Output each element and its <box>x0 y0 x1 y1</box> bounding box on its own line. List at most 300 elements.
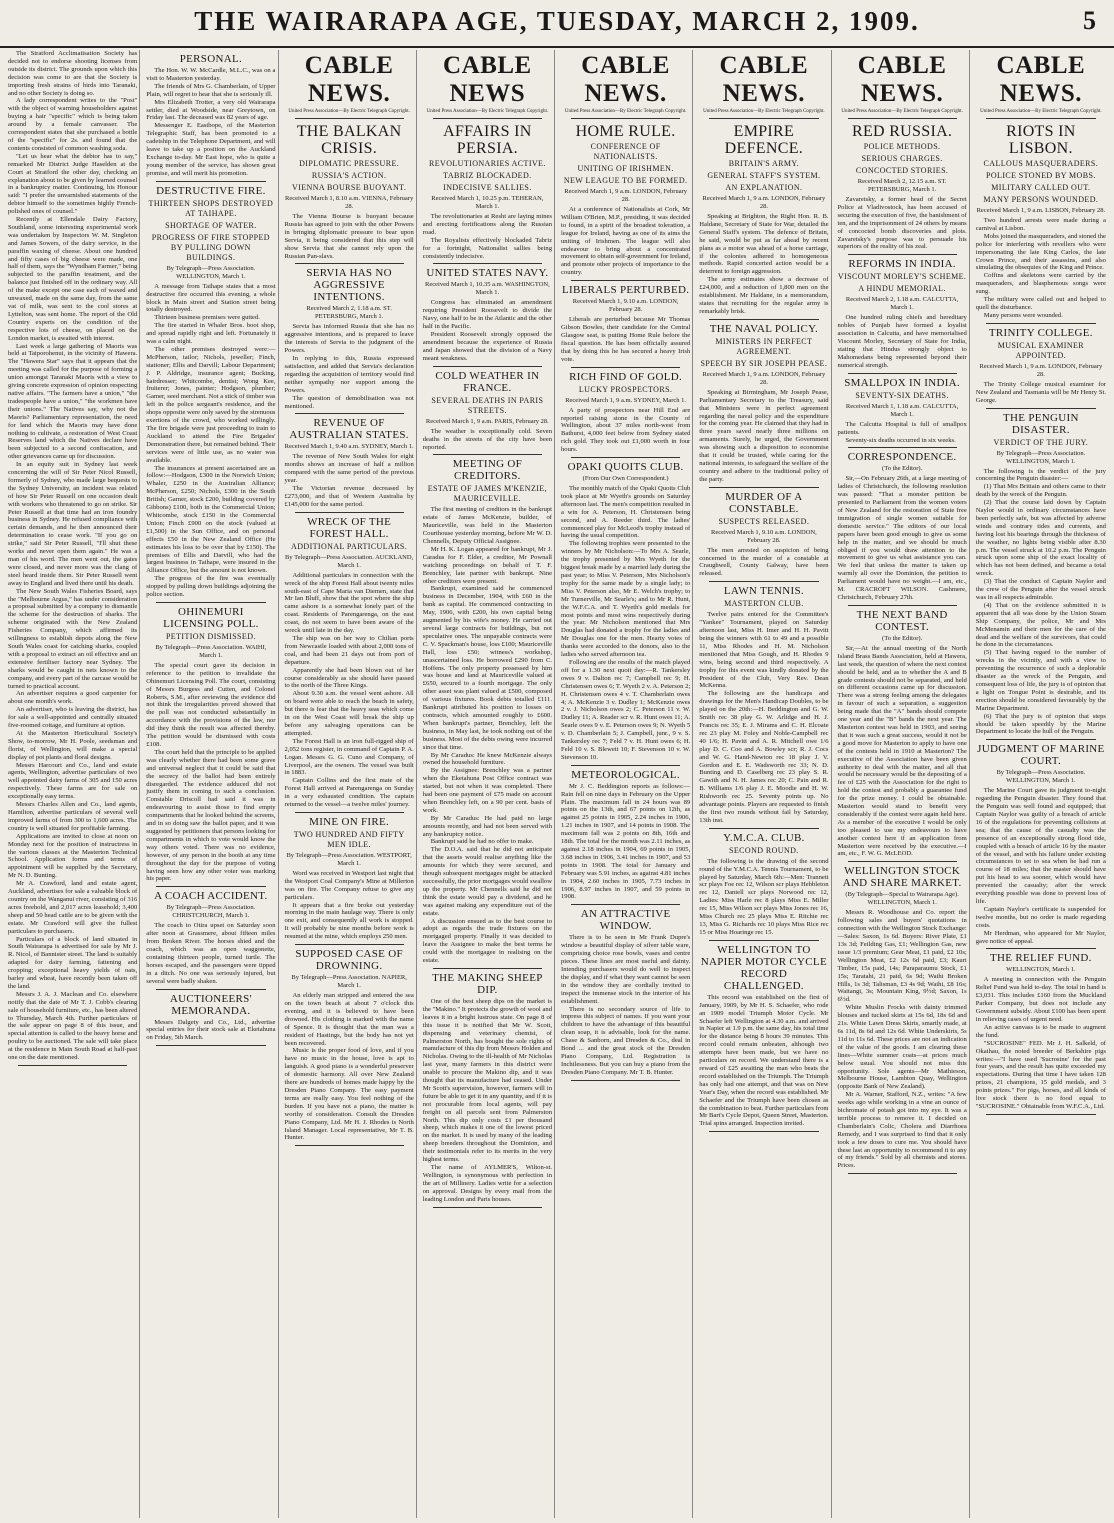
article <box>699 585 828 828</box>
divider-rule <box>433 118 542 119</box>
article-dateline: By Telegraph—Press Association. CHRISTCHURCH, March 1. <box>166 904 256 920</box>
article-paragraph: Bankrupt, examined said he commenced business in December, 1904, with £60 in the bank as capital. He commenced contracting in May, 1906, with £200, his own capital being augmented by his wife's money. He carried out several large contracts for buildings, but not speculative ones. The unpayable contracts were C. V. Spackman's house, loss £100; Mauriceville Hall, loss £50; witness's workshop, unascertained loss. He borrowed £290 from C. Hoffens. The only property possessed by him was house and land at Mauriceville valued at £650, secured to a fourth mortgage. The only other asset was plant valued at £500, composed of various fixtures. Book debts totalled £111. Bankrupt attributed his position to losses on contracts, which amounted roughly to £600. When bankrupt's partner, Brenchley, left the business, in May last, he took nothing out of the business. Most of the debts owing were incurred since that time. <box>422 585 552 751</box>
divider-rule <box>433 366 542 367</box>
article-headline: TRINITY COLLEGE. <box>988 326 1093 339</box>
article-paragraph: Mr A. Warner, Stafford, N.Z., writes: "A few weeks ago while working in a vine an ounce of bichromate of potash got into my eye. It was a terrible process to remove it. I decided on Chamberlain's Colic, Cholera and Diarrhoea Remedy, and I was surprised to find that it only took a few doses to cure me. You should have these last an opportunity to recommend it to any of my friends." Sold by all chemists and stores. Prices. <box>837 1091 967 1170</box>
article-paragraph: A lady correspondent writes to the "Post" with the object of warning householders against buying a hair "specific" which is being taken around by a female canvasser. The correspondent states that she purchased a bottle of the "specific" for 2s. and found that the contents consisted of common washing soda. <box>8 97 138 152</box>
article-dateline: WELLINGTON, March 1. <box>1006 966 1076 974</box>
article-subheading: GENERAL STAFF'S SYSTEM. <box>707 171 821 180</box>
article <box>838 865 967 1174</box>
article-paragraph: The court held that the principle to be applied was clearly whether there had been some grave and universal neglect that it could be said that the secrecy of the ballot had been entirely disregarded. The evidence adduced did not justify them in coming to such a conclusion. Constable Driscoll had said it was in endeavouring to assist those to find empty compartments that he looked behind the screens, and in so doing saw the ballot paper, and it was suggested by petitioners that persons looking for compartments in which to vote would know the way others voted. There was no evidence, however, of any person in the booth at any time throughout the day for the purpose of voting having seen how any other voter was marking his paper. <box>146 748 276 883</box>
article-headline: METEOROLOGICAL. <box>571 768 680 781</box>
article-headline: A COACH ACCIDENT. <box>154 890 268 903</box>
article <box>146 993 275 1047</box>
article <box>561 908 690 1080</box>
article-headline: THE RELIEF FUND. <box>990 952 1092 965</box>
article <box>699 323 828 488</box>
article-dateline: (To the Editor). <box>882 634 923 642</box>
column-3 <box>283 50 417 1518</box>
article-paragraph: The following is the drawing of the second round of the Y.M.C.A. Tennis Tournament, to be played by Saturday, March 6th:—Men: Trannett scr plays Foe rec 12, Wilson scr plays Hebbleton rec 12, Daniell scr plays Norwood rec 12, Ladies: Miss Harle rec 8 plays Miss E. Miller rec 15, Miss Wilson scr plays Miss Jones rec 16, Miss Church rec 25 plays Miss E. Ritchie rec 13, Miss G. Richards rec 10 plays Miss Rice rec 15 or Miss Hoaringe rec 15. <box>699 857 829 936</box>
press-association-line: United Press Association—By Electric Telegraph Copyright. <box>703 109 825 114</box>
article-subheading: MUSICAL EXAMINER APPOINTED. <box>997 340 1085 360</box>
article-paragraph: It appears that a fire broke out yesterday morning in the main haulage way. There is only one exit, and consequently all work is stopped. It will probably be nine months before work is resumed at the mine, which employs 250 men. <box>284 901 414 941</box>
column-7 <box>836 50 970 1518</box>
article-paragraph: An elderly man stripped and entered the sea on the town beach at about 7 o'clock this evening, and it is believed to have been drowned. His clothing is marked with the name of Spence. It is thought that the man was a resident of Hastings, but the body has not yet been recovered. <box>284 992 414 1047</box>
article-paragraph: The Forest Hall is an iron full-rigged ship of 2,052 tons register, in command of Captain P. A. Logan. Messrs G. G. Cuno and Company, of Liverpool, are the owners. The vessel was built in 1883. <box>284 737 414 777</box>
article-headline: MEETING OF CREDITORS. <box>452 458 523 483</box>
article-paragraph: In an equity suit in Sydney last week concerning the will of Sir Peter Nicol Russell, formerly of Sydney, who made large bequests to the Sydney University, an incident was related of how Sir Peter Russell on one occasion dealt with workers who threatened to go on strike. Sir Peter Russell at that time had an iron foundry business in Sydney. He refused compliance with certain demands, and he then announced their determination to cease work. "If you go on strike," said Sir Peter Russell, "I'll shut these works and never open them again." He was a man of his word. The men went out, the gates were closed, and never more was the clang of steel heard inside them. Sir Peter Russell went away to England and lived there until his death. <box>8 461 138 587</box>
article-paragraph: Particulars of a block of land situated in South Wairarapa is advertised for sale by Mr J. R. Nicol, of Bannister street. The land is suitably adapted for dairy farming, fattening and cropping; exceptional heavy yields of oats, barley and wheat, have recently been taken off the land. <box>8 935 138 990</box>
article-headline: SUPPOSED CASE OF DROWNING. <box>295 948 403 973</box>
article <box>838 609 967 862</box>
article-subheading: PROGRESS OF FIRE STOPPED BY PULLING DOWN BUILDINGS. <box>151 232 270 262</box>
article-paragraph: Word was received in Westport last night that the Westport Coal Company's Mine at Millerton was on fire. The Company refuse to give any particulars. <box>284 869 414 901</box>
cable-news-heading: CABLE NEWS. <box>304 52 394 107</box>
article-headline: THE BALKAN CRISIS. <box>296 123 402 157</box>
article-headline: REFORMS IN INDIA. <box>848 258 956 271</box>
article-subheading: THIRTEEN SHOPS DESTROYED AT TAIHAPE. <box>148 198 274 218</box>
article-paragraph: (4) That on the evidence submitted it is apparent that all was done by the Union Steam Ship Company, the police, Mr and Mrs McMenamin and their men for the care of the dead and the welfare of the survivors, that could be done in the circumstances. <box>975 601 1106 649</box>
article-headline: LAWN TENNIS. <box>723 585 804 598</box>
article <box>699 832 828 941</box>
article <box>285 417 414 512</box>
article-paragraph: (3) That the conduct of Captain Naylor and the crew of the Penguin after the vessel struck was in all respects admirable. <box>975 578 1106 601</box>
article-headline: EMPIRE DEFENCE. <box>724 123 804 157</box>
divider-rule <box>295 263 404 264</box>
article-subheading: SERIOUS CHARGES. <box>861 154 943 163</box>
article-paragraph: Bankrupt said he had no offer to make. <box>430 838 534 846</box>
article-paragraph: The other premises destroyed were:—McPherson, tailor; Nichols, jeweller; Finch, stationer; Ellis and Darvill; Labour Department; J. P. Aldridge, insurance agent; Bucking, hairdresser; Whitcombe, dentist; Wong Kee, fruiterer; Jones, painter; Hodgson, plumber; Gamer, seed merchant. Not a stick of timber was left in the police sergeant's residence, and the shops opposite were only saved by the strenuous exertions of the crowd, who worked willingly. The fire brigade were just proceeding to train to Auckland to attend the Fire Brigades' Demonstration there, but remained behind. Their services were of little use, as no water was available. <box>146 345 276 464</box>
article <box>976 743 1106 949</box>
article-paragraph: "Let us hear what the debtor has to say," remarked Mr District Judge Haselden at the Court at Stratford the other day, checking an explanation about to be given by learned counsel in a bankruptcy matter. Continuing, his Honour said: "I prefer the unvarnished statements of the debtor himself to the sometimes highly French-polished ones of counsel." <box>8 152 138 216</box>
article-paragraph: The Royalists effectively blockaded Tabriz for a fortnight, Nationalist sallies being consistently indecisive. <box>422 236 552 260</box>
article-dateline: By Telegraph—Press Association. AUCKLAND, March 1. <box>285 553 414 569</box>
article-headline: SERVIA HAS NO AGGRESSIVE INTENTIONS. <box>306 267 392 304</box>
divider-rule <box>848 118 957 119</box>
article <box>699 491 828 583</box>
column-2 <box>144 50 278 1518</box>
article-subheading: SHORTAGE OF WATER. <box>165 220 257 230</box>
article-subheading: SECOND ROUND. <box>729 845 799 855</box>
article <box>838 451 967 606</box>
article-paragraph: The following are the handicaps and drawings for the Men's Handicap Doubles, to be played on the 20th:—H. Beddington and G. W. Smith rec 38 play G. W. Arlidge and H. J. Francis rec 35; E. J. Mirams and C. H. Elcoate rec 23 play M. Foley and Noble-Campbell rec 40 1/6; H. Pavitt and A. R. Mitchell owe 1/6 play D. C. Coo and A. Bowley scr; R. J. Cocs and W. G. Hand-Newton rec 18 play J. V. Gordon and E. E. Wadsworth rec 33; N. D. Bunting and D. Caselberg rec 23 play S. R. Gawith and N. H. James rec 20; C. Pain and R. B. Williams 1/6 play J. E. Moodie and H. W. Rishworth rec 25. Seventy points up. No advantage points. Players are requested to finish the first two rounds without fail by Saturday, 13th inst. <box>699 690 829 824</box>
article-subheading: NEW LEAGUE TO BE FORMED. <box>563 176 688 185</box>
article-headline: HOME RULE. <box>575 123 676 140</box>
article-dateline: Received March 1, 9.10 a.m. LONDON, February 28. <box>572 298 679 314</box>
article-paragraph: The Trinity College musical examiner for New Zealand and Tasmania will be Mr Henry St. George. <box>975 380 1106 404</box>
article-dateline: Received March 1, 9 a.m. SYDNEY, March 1. <box>565 396 687 404</box>
article-headline: AN ATTRACTIVE WINDOW. <box>580 908 671 933</box>
article-paragraph: The Vienna Bourse is buoyant because Russia has agreed to join with the other Powers in bringing diplomatic pressure to bear upon Servia, it being considered that this step will show Servia that she cannot rely upon the Russian Pan-slavs. <box>284 213 414 260</box>
divider-rule <box>709 1131 818 1132</box>
column-5 <box>559 50 693 1518</box>
article-dateline: Received March 1, 9 a.m. LISBON, February 28. <box>976 207 1106 214</box>
divider-rule <box>709 581 818 582</box>
article <box>976 952 1106 1114</box>
divider-rule <box>571 765 680 766</box>
article <box>561 769 690 906</box>
divider-rule <box>571 457 680 458</box>
article-paragraph: An advertiser, who is leaving the district, has for sale a well-appointed and centrally situated five-roomed cottage, and furniture at option. <box>8 706 138 730</box>
article-subheading: POLICE METHODS. <box>863 142 941 151</box>
article-paragraph: (2) That the course laid down by Captain Naylor would in ordinary circumstances have been perfectly safe, but was affected by adverse winds and contrary tides and currents, and having lost his bearings through the thickness of the weather, no lights being visible after 8.30 p.m. The vessel struck at 10.2 p.m. The Penguin struck upon some ship of the exact locality of which has not been defined, and became a total wreck. <box>975 499 1106 578</box>
divider-rule <box>433 968 542 969</box>
article-dateline: Received March 1, 9.10 a.m. LONDON, February 28. <box>710 528 817 544</box>
article-paragraph: Last week a large gathering of Maoris was held at Taiporohenui, in the vicinity of Hawera. The "Hawera Star" says that it appears that the meeting was called for the purpose of forming a union amongst Taranaki Maoris with a view to giving concrete expression of opinion respecting native affairs. "The farmers have a union," "the tradespeople have a union," "the workmen have their unions." The Natives say, why not the Maoris? Parliamentary representation, the need for land which the Maoris may have done nothing to cultivate, a restoration of West Coast Reserves land which the Natives declare have been subjected to a second confiscation, and other grievances came up for discussion. <box>8 342 138 461</box>
article-paragraph: Servia has informed Russia that she has no aggressive intentions, and is prepared to leave the interests of Servia to the judgment of the Powers. <box>284 323 414 355</box>
article-paragraph: (6) That the jury is of opinion that steps should be taken speedily by the Marine Department to locate the hull of the Penguin. <box>975 712 1106 736</box>
article-paragraph: Seventy-six deaths occurred in six weeks. <box>845 436 956 444</box>
article-paragraph: Mr H. K. Logan appeared for bankrupt, Mr J. Caradus for F. Elder, a creditor, Mr Pownall watching proceedings on behalf of T. F. Brenchley, late partner with bankrupt. Nine other creditors were present. <box>422 545 552 585</box>
divider-rule <box>295 944 404 945</box>
divider-rule <box>709 319 818 320</box>
divider-rule <box>295 118 404 119</box>
article-dateline: By Telegraph—Press Association. WELLINGTON, March 1. <box>996 769 1086 785</box>
article-headline: OPAKI QUOITS CLUB. <box>567 461 684 474</box>
divider-rule <box>848 861 957 862</box>
article-paragraph: By Mr Caradus: He knew McKenzie always owned the household furniture. <box>422 751 552 767</box>
article-headline: PERSONAL. <box>179 53 243 65</box>
article-subheading: SPEECH BY SIR JOSEPH PEASE. <box>700 358 828 368</box>
article-paragraph: Mr J. C. Beddington reports as follows:—Rain fell on nine days in February on the Upper Plain. The maximum fall in 24 hours was 89 points on the 13th, and 67 points on 12th, as against 25 points in 1905, 2.24 inches in 1906, 1.21 inches in 1907, and 14 points in 1908. The maximum fall was 2 points on 8th, 16th and 18th. The total for the month was 2.11 inches, as against 2.18 inches in 1904, 69 points in 1905, 3.68 inches in 1906, 3.41 inches in 1907, and 53 points in 1908. The total for January and February was 5.91 inches, as against 4.81 inches in 1904, 2.60 inches in 1905, 7.73 inches in 1906, 8.97 inches in 1907, and 59 points in 1908. <box>561 782 691 901</box>
article-paragraph: The New South Wales Fisheries Board, says the "Melbourne Argus," has under consideration a proposal submitted by a company to dismantle the scheme for the destruction of sharks. The scheme originated with the New Zealand Fisheries Company, which affirmed its willingness to establish depots along the New South Wales coast for catching sharks, coupled with a proposal to extract an oil effective and an extensive fertiliser factory near Sydney. The sharks would be caught in nets known to the company, and every part of the carcase would be turned to practical account. <box>8 587 138 690</box>
press-association-line: United Press Association—By Electric Telegraph Copyright. <box>564 109 687 114</box>
article <box>699 944 828 1132</box>
article <box>423 267 552 366</box>
article <box>423 972 552 1208</box>
article-paragraph: The following is the verdict of the jury concerning the Penguin disaster:— <box>975 467 1106 483</box>
article-dateline: By Telegraph—Press Association. NAPIER, March 1. <box>291 974 407 990</box>
article <box>146 53 275 182</box>
article-paragraph: In replying to this, Russia expressed satisfaction, and added that Servia's declaration regarding the acquisition of territory would find neither sympathy nor support among the Powers. <box>284 355 414 394</box>
article-paragraph: Messrs R. Woodhouse and Co. report the following sales and buyers' quotations in connection with the Wellington Stock Exchange:—Sales: Saxon, 1s 6d. Buyers: River Plate, £1 13s 3d; Feilding Gas, £1; Wellington Gas, new issue 1/3 premium; Gear Meat, £1 paid, £2 10s; Wellington Meat, £2 12s 6d paid, £3; Kauri Timber, 15s paid, 14s; Paraparaumu Stock, £1 15s; Taratahi, 21 paid, 6s 9d; Waihi Broken Hills, 1s 3d; Talisman, £3 4s 9d; Waihi, £8 16s; Waitangi, 3s; Mountain King, 9½d; Saxon, 1s 6½d. <box>837 909 967 1004</box>
divider-rule <box>156 1045 265 1046</box>
article-subheading: CONCOCTED STORIES. <box>855 166 949 175</box>
article-paragraph: Messrs Dalgety and Co., Ltd., advertise special entries for their stock sale at Eketahuna on Friday, 5th March. <box>146 1018 276 1042</box>
article-paragraph: A meeting in connection with the Penguin Relief Fund was held to-day. The total in hand is £3,031. This includes £160 from the Muckland Parker Company, but does not include any Government subsidy. About £100 has been spent in relieving cases of urgent need. <box>975 976 1106 1023</box>
masthead <box>0 0 1114 48</box>
article-paragraph: Additional particulars in connection with the wreck of the ship Forest Hall about twenty miles south-east of Cape Maria van Diemen, state that Mr Ian Bluff, show that the spot where the ship came ashore is a somewhat lonely part of the coast. Residents of Parengarenga, on the east coast, do not seem to have been aware of the wreck until late in the day. <box>284 571 414 635</box>
article-paragraph: Congress has eliminated an amendment requiring President Roosevelt to divide the Navy, one half to be in the Atlantic and the other half in the Pacific. <box>422 299 552 331</box>
article-paragraph: Thirteen business premises were gutted. <box>154 314 260 322</box>
article-headline: THE MAKING SHEEP DIP. <box>432 971 543 996</box>
article-paragraph: White Muslin Frocks with dainty trimmed blouses and tucked skirts at 15s 6d, 18s 6d and 21s. White Lawn Dress Skirts, smartly made, at 6s 11d, 8s 6d and 12s 6d. White Underskirts, 5s 11d to 11s 6d. These prices are not an indication of the value of the goods. I am clearing these lines—White summer coats—at prices much below usual. You should not miss this opportunity. Sole agents—Mr Mathieson, Melbourne House, Lambton Quay, Wellington (opposite Bank of New Zealand). <box>837 1004 967 1091</box>
columns-container <box>4 50 1110 1518</box>
article-paragraph: The Hon. W. W. McCardle, M.L.C., was on a visit to Masterton yesterday. <box>146 67 276 82</box>
article-dateline: By Telegraph—Press Association. WESTPORT, March 1. <box>286 851 412 867</box>
article-paragraph: The question of demobilisation was not mentioned. <box>284 394 414 410</box>
article-paragraph: The men arrested on suspicion of being concerned in the murder of a constable at Craughwell, County Galway, have been released. <box>699 546 829 578</box>
article-subheading: MILITARY CALLED OUT. <box>991 183 1091 192</box>
article-headline: AUCTIONEERS' MEMORANDA. <box>169 992 252 1017</box>
article-paragraph: Recently at Ellendale Dairy Factory, Southland, some interesting experimental work was undertaken by Inspectors W. M. Singleton and James Sowers, of the dairy service, in the paraffin waxing of cheese. About one hundred and fifty cases of big cheese were made, one half of them, says the "Wyndham Farmer," being subjected to the paraffin treatment, and the balance just finished off in the ordinary way. All of the make except one case each of waxed and unwaxed, made on the same day, from the same vat of milk, was sent to the cool stores at Lyttelton, was sent home. The report of the Old Country experts on the condition of the respective lots of cheese, on placed on the London market, is awaited with interest. <box>8 216 138 342</box>
article <box>561 284 690 367</box>
article-paragraph: Music is the proper food of love, and if you have no music in the house, love is apt to languish. A good piano is a wonderful preserver of domestic harmony. All over New Zealand there are hundreds of homes made happy by the Dresden Piano Company. The easy payment terms are really easy. You feel nothing of the burden. If you have not a piano, the matter is worthy of consideration. Consult the Dresden Piano Company, Ltd. Mr H. J. Rhodes is North Island Manager. Local representative, Mr T. B. Hunter. <box>284 1047 414 1142</box>
article-subheading: ESTATE OF JAMES M'KENZIE, MAURICEVILLE. <box>427 484 547 504</box>
article-paragraph: The following trophies were presented to the winners by Mr Nicholson:—To Mrs A. Searle, the trophy presented by Mrs Wyeth for the biggest break made by a married lady during the past year; to Miss V. Peterson, Mrs Nicholson's trophy for the same made by a single lady; to Miss V. Peterson also, Mr E. Welch's trophy; to Mr Turnerville, Mr Searle's; and to Mr R. Hunt, the W.F.C.A. and T. Wyeth's gold medals for most points and most wins respectively during the year. Mr Nicholson mentioned that Mrs Douglas had donated a trophy for the ladies and Mr Douglas one for the men. Hearty votes of thanks were accorded to the donors, also to the ladies who served afternoon tea. <box>561 540 691 659</box>
article-subheading: RUSSIA'S ACTION. <box>311 171 387 180</box>
article-dateline: Received March 1, 10.25 p.m. TEHERAN, March 1. <box>431 195 544 210</box>
article-paragraph: The friends of Mrs G. Chamberlain, of Upper Plain, will regret to hear that she is seriously ill. <box>146 82 276 98</box>
article-paragraph: "SUCROSINE" FED. Mr J. H. Salkeld, of Okaihau, the noted breeder of Berkshire pigs writes:—"I have used 'Sucrosine' for the past four years, and the result has quite exceeded my expectations. During that time I have taken 128 prizes, 21 champions, 15 gold medals, and 3 points prizes." For pigs, horses, and all kinds of live stock there is no food equal to "SUCROSINE." Obtainable from W.F.C.A., Ltd. <box>975 1039 1106 1110</box>
divider-rule <box>986 948 1096 949</box>
article-subheading: POLICE STONED BY MOBS. <box>986 171 1096 180</box>
article <box>8 50 137 1066</box>
article-paragraph: An advertiser requires a good carpenter for about one month's work. <box>8 690 138 706</box>
article <box>146 185 275 603</box>
column-4 <box>421 50 555 1518</box>
column-1 <box>6 50 140 1518</box>
press-association-line: United Press Association—By Electric Telegraph Copyright. <box>980 109 1102 114</box>
article-paragraph: About 9.30 a.m. the vessel went ashore. All on board were able to reach the beach in safety, but there is fear that the heavy seas which come in on the West Coast will break the ship up before any salvaging operations can be attempted. <box>284 690 414 737</box>
article-paragraph: The coach to Otira upset on Saturday soon after noon at Grassmere, about fifteen miles from Broken River. The horses shied and the coach, which was an open waggonette, containing thirteen people, turned turtle. The horses escaped, and the passengers were tipped in a ditch. No one was seriously injured, but several were badly shaken. <box>146 922 276 985</box>
article-paragraph: Two hundred arrests were made during a carnival at Lisbon. <box>975 217 1106 232</box>
article-paragraph: (5) That having regard to the number of wrecks in the vicinity, and with a view to preventing the recurrence of such a deplorable disaster as the wreck of the Penguin, and consequent loss of life, the jury is of opinion that a light on Tongue Point is desirable, and its erection should be considered favourably by the Marine Department. <box>975 649 1106 712</box>
article-paragraph: One of the best sheep dips on the market is the "Makino." It protects the growth of wool and leaves it in a bright lustrous state. On page 8 of this issue it is notified that Mr W. Scott, dispensing and veterinary chemist, of Palmerston North, has bought the sole rights of manufacture of this dip from Messrs Holden and Nicholas. Owing to the ill-health of Mr Nicholas last year, many farmers in this district were unable to procure the Makino dip, and it was thought that its manufacture had ceased. Under Mr Scott's supervision, however, farmers will in future be able to get it in any quantity, and if it is not procurable from local agents, will pay freight on all parcels sent from Palmerston North. This dip only costs £1 per thousand sheep, which makes it one of the lowest priced on the market. It is used by many of the leading sheep breeders throughout the Dominion, and their testimonials refer to its merits in the very highest terms. <box>422 997 552 1164</box>
article-paragraph: The army estimates show a decrease of £24,000, and a reduction of 1,800 men on the establishment. Mr Haldane, in a memorandum, states that recruiting for the regular army is remarkably brisk. <box>699 276 829 315</box>
article-paragraph: One hundred ruling chiefs and hereditary nobles of Punjab have formed a loyalist association in Calcutta, and have memorialised Viscount Morley, Secretary of State for India, stating that Hindus strongly object to Mahomedans being represented beyond their numerical strength. <box>837 314 967 369</box>
article-paragraph: Sir,—On February 26th, at a large meeting of ladies of Christchurch, the following resolution was passed: "That a monster petition be presented to Parliament from the women voters of New Zealand for the restoration of State free immigration of single women suitable for domestic service." The editors of our local papers have been good enough to give us some help in the matter, and we should be much obliged if you would draw attention to the movement to give us what assistance you can. We feel that unless the matter is taken up warmly all over the Dominion, the petition to Parliament would have no weight.—I am, etc., M. CRACROFT WILSON. Cashmere, Christchurch, February 27th. <box>837 475 967 601</box>
article-dateline: Received March 2, 1.18 a.m. CALCUTTA, March 1. <box>845 296 959 312</box>
article-paragraph: Captain Naylor's certificate is suspended for twelve months, but no order is made regarding costs. <box>975 905 1106 929</box>
article-dateline: By Telegraph—Press Association. WELLINGTON, March 1. <box>996 449 1086 465</box>
article-subheading: VISCOUNT MORLEY'S SCHEME. <box>837 272 967 282</box>
article <box>561 371 690 458</box>
article-paragraph: There is to be seen in Mr Frank Dupre's window a beautiful display of silver table ware, comprising choice rose bowls, vases and centre pieces. These lines are most useful and dainty. Intending purchasers would do well to inspect the display, and if what they want cannot be seen in the window they are cordially invited to inspect the immense stock in the interior of his establishment. <box>561 934 691 1005</box>
article-headline: THE NAVAL POLICY. <box>709 322 819 335</box>
divider-rule <box>295 1145 404 1146</box>
article-subheading: ADDITIONAL PARTICULARS. <box>291 541 408 551</box>
article-paragraph: The Stratford Acclimatisation Society has decided not to endorse shooting licenses from outside its district. The grounds upon which this decision was come to are that the Society is importing fresh strains of birds into Taranaki, and no other Society is doing so. <box>8 50 138 97</box>
divider-rule <box>571 118 680 119</box>
divider-rule <box>295 512 404 513</box>
article-paragraph: A message from Taihape states that a most destructive fire occurred this evening, a whole block in Main street and Station street being totally destroyed. <box>146 282 276 314</box>
article-subheading: PETITION DISMISSED. <box>165 631 256 641</box>
article-paragraph: The first meeting of creditors in the bankrupt estate of James McKenzie, builder, of Mauriceville, was held in the Masterton Courthouse yesterday morning, before Mr W. D. Chennells, Deputy Official Assignee. <box>422 506 552 546</box>
divider-rule <box>433 263 542 264</box>
article <box>285 123 414 264</box>
article-dateline: Received March 1, 9.40 a.m. SYDNEY, March 1. <box>284 443 414 451</box>
article-paragraph: The revolutionaries at Resht are laying mines and erecting fortifications along the Russian road. <box>422 213 552 236</box>
article-paragraph: Mr A. Crawford, land and estate agent, Auckland, advertises for sale a valuable block of country on the Wanganui river, consisting of 316 acres freehold, and 2,017 acres leasehold; 3,400 sheep and 50 head cattle are to be given with the estate. Mr Crawford will give the fullest particulars to purchasers. <box>8 880 138 935</box>
article-headline: THE PENGUIN DISASTER. <box>1003 411 1079 436</box>
article <box>423 123 552 264</box>
article-subheading: A HINDU MEMORIAL. <box>858 284 946 294</box>
article-headline: WELLINGTON TO NAPIER MOTOR CYCLE RECORD CHALLENGED. <box>700 943 827 992</box>
divider-rule <box>156 602 265 603</box>
divider-rule <box>848 373 957 374</box>
article-subheading: DIPLOMATIC PRESSURE. <box>299 159 400 168</box>
article <box>976 327 1106 409</box>
article-dateline: Received March 1, 9 a.m. PARIS, February 28. <box>425 417 549 425</box>
article-dateline: Received March 1, 9 a.m. LONDON, February 28. <box>979 362 1103 378</box>
divider-rule <box>156 181 265 182</box>
article-subheading: VERDICT OF THE JURY. <box>993 437 1089 447</box>
divider-rule <box>433 1207 542 1208</box>
article-paragraph: The Calcutta Hospital is full of smallpox patients. <box>837 420 967 436</box>
divider-rule <box>156 886 265 887</box>
article-paragraph: Apparently she had been blown out of her course considerably as she should have passed to the north of the Three Kings. <box>284 666 414 690</box>
divider-rule <box>295 812 404 813</box>
article-paragraph: At the Masterton Horticultural Society's Show, to-morrow, Mr H. Poole, seedsman and florist, of Wellington, will make a special display of pot plants and floral designs. <box>8 729 138 761</box>
article-subheading: MINISTERS IN PERFECT AGREEMENT. <box>715 336 813 356</box>
divider-rule <box>571 280 680 281</box>
article-subheading: REVOLUTIONARIES ACTIVE. <box>429 159 546 168</box>
cable-news-heading: CABLE NEWS. <box>996 52 1086 107</box>
divider-rule <box>18 1065 127 1066</box>
article-dateline: By Telegraph—Press Association. WELLINGTON, March 1. <box>166 264 256 280</box>
article-dateline: Received March 2, 1.18 a.m. ST. PETERSBURG, March 1. <box>306 305 392 321</box>
article-paragraph: Applications are invited to close at noon on Monday next for the position of instructress in the various classes at the Masterton Technical School. Application forms and terms of appointment will be supplied by the Secretary, Mr N. D. Bunting. <box>8 832 138 880</box>
article <box>838 123 967 255</box>
divider-rule <box>709 118 818 119</box>
article-headline: RED RUSSIA. <box>852 123 953 140</box>
divider-rule <box>848 1173 957 1174</box>
article-subheading: MASTERTON CLUB. <box>724 599 804 609</box>
article-paragraph: By Mr Caradus: He had paid no large amounts recently, and had not been served with any bankruptcy notice. <box>422 814 552 838</box>
article <box>699 123 828 320</box>
article-paragraph: The revenue of New South Wales for eight months shows an increase of half a million compared with the same period of the previous year. <box>284 453 414 485</box>
article <box>561 461 690 766</box>
article-headline: REVENUE OF AUSTRALIAN STATES. <box>289 417 409 442</box>
article-subheading: SEVERAL DEATHS IN PARIS STREETS. <box>431 395 544 415</box>
article-paragraph: The insurances at present ascertained are as follow:—Hodgson, £300 in the Norwich Union; Whaler, £250 in the Australian Alliance; McPherson, £250; Nichols, £300 in the South British; Garner, stock £200, building covered by Gibbons) £100, both in the Commercial Union; Whitcombe, stock £150 in the Commercial Union; Finch £900 on the stock (valued at £1,500) in the Sun Office, and on personal effects £50 in the New Zealand Office (He estimates his loss to be over that by £150). The premises of Ellis and Darvill, who had the largest business in Taihape, were insured in the Alliance Office, but the amount is not known. <box>146 464 276 575</box>
article <box>423 458 552 969</box>
article-paragraph: Sir,—At the annual meeting of the North Island Brass Bands Association, held at Hawera, last week, the question of where the next contest should be held, and as to whether the A and B grade contests should not be separated, and held on different occasions came up for discussion. There was a strong feeling among the delegates in favour of such a separation, a suggestion being made that the "A" bands should compete one year and the "B" bands the next year. The Masterton contest was held in 1903, and seeing that it was such a great success, would it not be a good move for Masterton to apply to have one of the contests held in 1910 at Masterton? The executive of the Association have been given authority to deal with the matter, and all that would be necessary would be the depositing of a fee of £25 with the Association for the right to hold the contest and probably a guarantee fund for the prize money. I could be obtainable. Masterton would stand to benefit very considerably if the contest were again held here. As a member of the executive I would be only too pleased to use my endeavours to have another contest here if an application from Masterton were received by the executive.—I am, etc., F. W. G. McLEOD. <box>837 644 967 858</box>
article <box>285 516 414 813</box>
article-subheading: UNITING OF IRISHMEN. <box>577 164 674 173</box>
article <box>285 816 414 945</box>
article <box>285 267 414 414</box>
article-paragraph: Liberals are perturbed because Mr Thomas Gibson Bowles, their candidate for the Central Glasgow seat, is putting Home Rule before the fiscal question. He has been officially assured that by doing this he has secured a heavy Irish vote. <box>561 316 691 363</box>
press-association-line: United Press Association—By Electric Telegraph Copyright. <box>841 109 963 114</box>
article-paragraph: (1) That Mrs Brittain and others came to their death by the wreck of the Penguin. <box>975 483 1106 499</box>
article-headline: SMALLPOX IN INDIA. <box>844 376 960 389</box>
article <box>838 258 967 373</box>
article <box>561 123 690 281</box>
article-paragraph: President Roosevelt strongly opposed the amendment because the experience of Russia and Japan showed that the division of a Navy meant weakness. <box>422 331 552 362</box>
article-paragraph: At a conference of Nationalists at Cork, Mr William O'Brien, M.P., presiding, it was decided to found, in a spirit of the broadest toleration, a league for Ireland, having as one of its aims the uniting of Irishmen. The league will also endeavour to bring about a concentrated movement to obtain self-government for Ireland, and promote other projects of importance to the country. <box>561 206 691 277</box>
article-headline: RIOTS IN LISBON. <box>1006 123 1076 157</box>
divider-rule <box>848 605 957 606</box>
article-paragraph: The D.O.A. said that he did not anticipate that the assets would realise anything like the amounts for which they were secured, and though subsequent mortgages might be attacked successfully, the prior mortgages would swallow up the property. Mr Chennells said he did not think the estate would pay a dividend, and he was against making any expenditure out of the estate. <box>422 846 552 917</box>
article-paragraph: The weather is exceptionally cold. Seven deaths in the streets of the city have been reported. <box>422 427 552 451</box>
article-dateline: (From Our Own Correspondent.) <box>582 475 669 483</box>
article-headline: COLD WEATHER IN FRANCE. <box>435 369 540 394</box>
article <box>285 948 414 1146</box>
page-number: 5 <box>1083 6 1096 35</box>
article-headline: Y.M.C.A. CLUB. <box>723 831 805 844</box>
article-subheading: SUSPECTS RELEASED. <box>718 516 810 526</box>
article-paragraph: Coffins and skeletons were carried by the masqueraders, and blasphemous songs were sung. <box>975 272 1106 296</box>
article-subheading: SEVENTY-SIX DEATHS. <box>855 390 949 400</box>
divider-rule <box>709 940 818 941</box>
divider-rule <box>848 447 957 448</box>
article-paragraph: Speaking at Brighton, the Right Hon. R. B. Haldane, Secretary of State for War, detailed the General Staff's system. The defence of Britain, he said, would be put as far ahead by recent plans as a motor was ahead of a horse carriage, if the colonies adhered to homogeneous methods. Rapid concerted action would be a deterrent to foreign aggression. <box>699 213 829 276</box>
article-dateline: Received March 1, 9 a.m. LONDON, February 28. <box>564 188 687 203</box>
article-dateline: Received March 1, 8.10 a.m. VIENNA, February 28. <box>285 195 414 210</box>
article-paragraph: There is no secondary source of life to impress this subject of names. If you want your children to have the advantage of this beautiful clean soap, it is advisable, look for the name. Chase & Sanborn, and Dresden & Co., deal in Bond ... and the great stock of the Dresden Piano Company, Ltd. Registration is Inchilessness. But you can buy a piano from the Dresden Piano Company. Mr T. B. Hunter. <box>561 1005 691 1076</box>
article <box>146 606 275 887</box>
article-paragraph: Mobs joined the masqueraders, and stoned the police for interfering with revellers who were impersonating the late King Carlos, the late Crown Prince, and their assassins, and also simulating the obsequies of the King and Prince. <box>975 232 1106 272</box>
article-paragraph: This record was established on the first of January, 1909, by Mr H. S. Schaefer, who rode an 1909 model Triumph Motor Cycle. Mr Schaefer left Wellington at 4.30 a.m. and arrived in Napier at 1.9 p.m. the same day, his total time for the distance being 8 hours 39 minutes. This record could remain unbeaten, although two attempts have been made, but we have no particulars on record. We understand there is a reward of £25 awaiting the man who beats the record established on the Triumph. The Triumph has only had one attempt, and that was on New Year's Day, when the record was established. Mr Schaefer and the Triumph have been chosen as the combination to beat. Further particulars from Mr Bart's Cycle Depot, Queen Street, Masterton. Trial spins arranged. Inspection invited. <box>699 993 829 1128</box>
cable-news-heading: CABLE NEWS. <box>719 52 809 107</box>
article-dateline: Received March 1, 9 a.m. LONDON, February 28. <box>702 195 826 210</box>
cable-news-heading: CABLE NEWS. <box>857 52 947 107</box>
article-paragraph: By the Assignee: Brenchley was a partner when the Eketahuna Post Office contract was started, but not when it was completed. There had been one payment of £75 made on account when Brenchley left, on a 90 per cent. basis of work. <box>422 767 552 814</box>
article-subheading: AN EXPLANATION. <box>725 183 803 192</box>
column-6 <box>697 50 831 1518</box>
article-dateline: Received March 1, 10.35 a.m. WASHINGTON, March 1. <box>425 281 550 297</box>
article-paragraph: Mrs Elizabeth Trotter, a very old Wairarapa settler, died at Woodside, near Greytown, on Friday last. The deceased was 82 years of age. <box>146 98 276 122</box>
article-headline: RICH FIND OF GOLD. <box>569 370 683 383</box>
article <box>976 123 1106 324</box>
article-subheading: CONFERENCE OF NATIONALISTS. <box>590 142 661 161</box>
article-headline: AFFAIRS IN PERSIA. <box>443 123 532 157</box>
article-dateline: By Telegraph—Press Association. WAIHI, March 1. <box>155 643 267 659</box>
article-paragraph: The fire started in Whaler Bros. boot shop, and spread rapidly right and left. Fortunately it was a calm night. <box>146 322 276 346</box>
article-subheading: TWO HUNDRED AND FIFTY MEN IDLE. <box>293 829 405 849</box>
article-headline: JUDGMENT OF MARINE COURT. <box>977 743 1105 768</box>
divider-rule <box>986 408 1096 409</box>
article-paragraph: Captain Collins and the first mate of the Forest Hall arrived at Parengarenga on Sunday in a very exhausted condition. The captain returned to the vessel—a twelve miles' journey. <box>284 777 414 809</box>
article-dateline: Received March 1, 1.18 a.m. CALCUTTA, March 1. <box>845 402 959 418</box>
article-subheading: TABRIZ BLOCKADED. <box>443 171 532 180</box>
divider-rule <box>709 487 818 488</box>
divider-rule <box>571 904 680 905</box>
divider-rule <box>986 739 1096 740</box>
article-paragraph: Messrs J. A. J. Maclean and Co. elsewhere notify that the date of Mr T. J. Cobb's clearing sale of household furniture, etc., has been altered to Thursday, March 4th. Further particulars of the sale appear on page 8 of this issue, and special attention is called to the heavy horse and poultry to be auctioned. The sale will take place at the residence in Main South Road at half-past one on the date mentioned. <box>8 990 138 1062</box>
article-subheading: CALLOUS MASQUERADERS. <box>983 159 1099 168</box>
article-paragraph: The progress of the fire was eventually stopped by pulling down buildings adjoining the police section. <box>146 575 276 599</box>
article-paragraph: A party of prospectors near Hill End are reported raising stone in the County of Wellington, about 37 miles north-west from Bathurst, 4,000 feet below from Sydney stated rich gold. They took out £1,000 worth in four hours. <box>561 406 691 454</box>
article-paragraph: The name of AYLMER'S, Wilton-st. Wellington, is synonymous with perfection in the art of Millinery. Ladies write for a selection on approval. Designs by every mail from the leading London and Paris houses. <box>422 1164 552 1203</box>
divider-rule <box>571 367 680 368</box>
article-paragraph: Many persons were wounded. <box>983 311 1063 319</box>
article-dateline: (To the Editor). <box>882 465 923 473</box>
article-paragraph: Zavaretsky, a former head of the Secret Police at Vladivostock, has been accused of securing the execution of five, the banishment of ten, and the imprisonment of 24 others by means of concocted bomb discoveries and plots. Zavaretsky's purpose was to persuade his superiors of the reality of his zeal. <box>837 196 967 251</box>
article <box>976 412 1106 741</box>
divider-rule <box>848 254 957 255</box>
article-headline: MINE ON FIRE. <box>309 815 390 828</box>
cable-news-heading: CABLE NEWS. <box>581 52 670 107</box>
divider-rule <box>986 323 1096 324</box>
column-8 <box>974 50 1108 1518</box>
masthead-title: THE WAIRARAPA AGE, TUESDAY, MARCH 2, 1909. <box>194 6 920 36</box>
article <box>423 370 552 456</box>
article <box>146 890 275 989</box>
article-paragraph: Mr Herdman, who appeared for Mr Naylor, gave notice of appeal. <box>975 929 1106 945</box>
press-association-line: United Press Association—By Electric Telegraph Copyright. <box>426 109 549 114</box>
article-dateline: (By Telegraph—Special to Wairarapa Age). WELLINGTON, March 1. <box>845 891 959 907</box>
press-association-line: United Press Association—By Electric Telegraph Copyright. <box>288 109 410 114</box>
divider-rule <box>156 989 265 990</box>
article-subheading: BRITAIN'S ARMY. <box>728 159 799 168</box>
divider-rule <box>295 413 404 414</box>
divider-rule <box>986 118 1096 119</box>
cable-news-heading: CABLE NEWS <box>443 52 532 107</box>
article-headline: OHINEMURI LICENSING POLL. <box>163 605 259 630</box>
article-subheading: INDECISIVE SALLIES. <box>443 183 532 192</box>
article-paragraph: An active canvass is to be made to augment the fund. <box>975 1023 1106 1039</box>
article-headline: UNITED STATES NAVY. <box>426 267 549 280</box>
article-dateline: Received March 1, 9 a.m. LONDON, February 28. <box>702 370 826 386</box>
article-subheading: VIENNA BOURSE BUOYANT. <box>292 183 407 192</box>
article-paragraph: The Marine Court gave its judgment to-night regarding the Penguin disaster. They found that the Penguin was well found and equipped; that Captain Naylor was guilty of a breach of article 16 of the regulations for preventing collisions at sea; that the cause of the casualty was the presence of an exceptionally strong flood tide, coupled with a breach of article 16 by the master of the vessel, and with his failure under existing circumstances to set to sea when he had run a course of 18 miles; that the master should have put his head to sea sooner, which would have prevented the casualty; after the wreck everything possible was done to prevent loss of life. <box>975 787 1106 905</box>
article-paragraph: The special court gave its decision in reference to the petition to invalidate the Ohinemuri Licensing Poll. The court, consisting of Messrs Burgess and Cutten, and Colonel Roberts, S.M., after reviewing the evidence did not think the irregularities proved showed that the poll was not conducted substantially in accordance with the provisions of the law, nor did they think the result was affected thereby. The petition would be dismissed with costs £108. <box>146 661 276 748</box>
article <box>838 377 967 449</box>
article-headline: THE NEXT BAND CONTEST. <box>856 608 948 633</box>
